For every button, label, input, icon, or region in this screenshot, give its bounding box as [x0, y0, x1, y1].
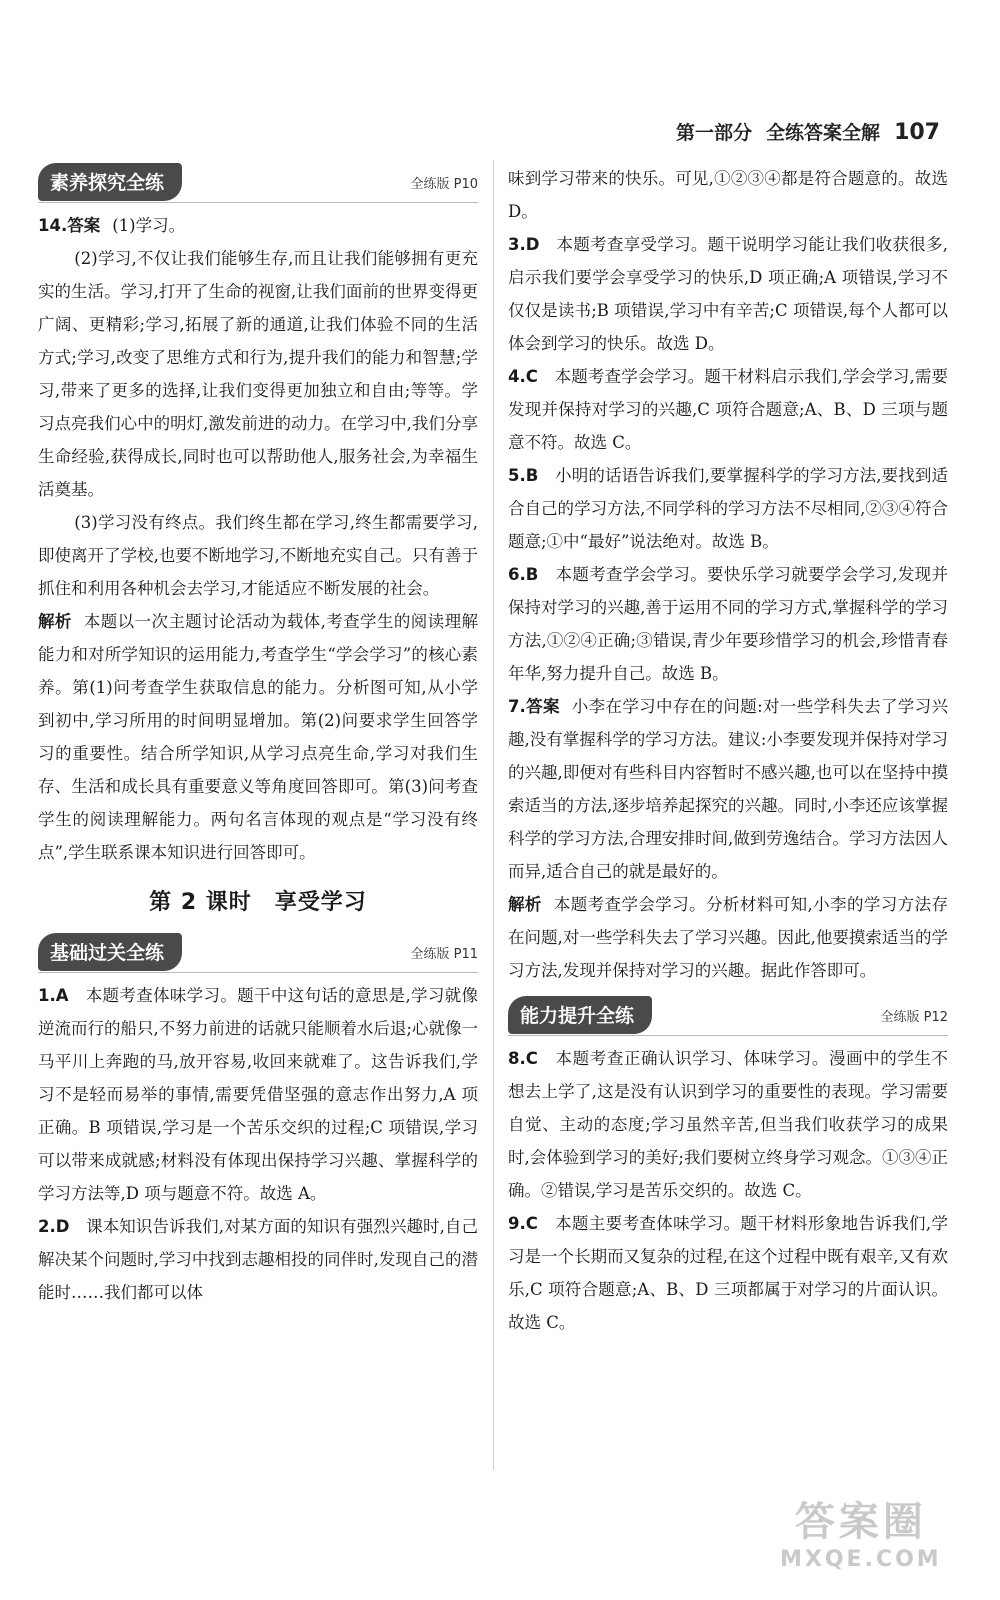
section-page-ref: 全练版 P10 — [410, 176, 478, 192]
section-tab-label: 素养探究全练 — [38, 163, 182, 201]
question-number: 8.C — [508, 1049, 538, 1068]
analysis-14 — [38, 605, 478, 869]
answer-text: 本题考查体味学习。题干中这句话的意思是,学习就像逆流而行的船只,不努力前进的话就只能顺着水后退;心就像一马平川上奔跑的马,放开容易,收回来就难了。这告诉我们,学习不是轻而易举的事情,需要凭借坚强的意志作出努力,A 项正确。B 项错误,学习是一个苦乐交织的过程;C 项错误,学习可以带来成就感;材料没有体现出保持学习兴趣、掌握科学的学习方法等,D 项与题意不符。故选 A。 — [38, 986, 479, 1203]
answer-4 — [508, 360, 948, 459]
section-page-ref: 全练版 P12 — [880, 1009, 948, 1025]
question-number: 4.C — [508, 367, 538, 386]
answer-text: (1)学习。 — [112, 216, 186, 235]
answer-3 — [508, 228, 948, 360]
answer-text: 小李在学习中存在的问题:对一些学科失去了学习兴趣,没有掌握科学的学习方法。建议:小李要发现并保持对学习的兴趣,即便对有些科目内容暂时不感兴趣,也可以在坚持中摸索适当的方法,逐步培养起探究的兴趣。同时,小李还应该掌握科学的学习方法,合理安排时间,做到劳逸结合。学习方法因人而异,适合自己的就是最好的。 — [508, 697, 949, 881]
answer-text: 本题考查正确认识学习、体味学习。漫画中的学生不想去上学了,这是没有认识到学习的重要性的表现。学习需要自觉、主动的态度;学习虽然辛苦,但当我们收获学习的成果时,会体验到学习的美好;我们要树立终身学习观念。①③④正确。②错误,学习是苦乐交织的。故选 C。 — [508, 1049, 949, 1200]
question-number: 6.B — [508, 565, 539, 584]
column-divider — [493, 160, 494, 1470]
analysis-label: 解析 — [508, 895, 542, 914]
page-number: 107 — [894, 120, 940, 145]
watermark-logo-text: 答案圈 — [794, 1499, 927, 1545]
answer-text: 课本知识告诉我们,对某方面的知识有强烈兴趣时,自己解决某个问题时,学习中找到志趣相投的同伴时,发现自己的潜能时……我们都可以体 — [38, 1217, 479, 1302]
answer-label: 答案 — [525, 697, 560, 716]
site-watermark — [780, 1490, 942, 1572]
answer-14-part2: (2)学习,不仅让我们能够生存,而且让我们能够拥有更充实的生活。学习,打开了生命的视窗,让我们面前的世界变得更广阔、更精彩;学习,拓展了新的通道,让我们体验不同的生活方式;学习,改变了思维方式和行为,提升我们的能力和智慧;学习,带来了更多的选择,让我们变得更加独立和自由;等等。学习点亮我们心中的明灯,激发前进的动力。在学习中,我们分享生命经验,获得成长,同时也可以帮助他人,服务社会,为幸福生活奠基。 — [38, 249, 478, 499]
answer-text: 小明的话语告诉我们,要掌握科学的学习方法,要找到适合自己的学习方法,不同学科的学习方法不尽相同,②③④符合题意;①中“最好”说法绝对。故选 B。 — [508, 466, 948, 551]
analysis-7 — [508, 888, 948, 987]
answer-14-part1 — [38, 209, 478, 242]
question-number: 1.A — [38, 986, 69, 1005]
header-title: 全练答案全解 — [766, 122, 881, 144]
question-number: 14. — [38, 216, 68, 235]
answer-7 — [508, 690, 948, 888]
answer-8 — [508, 1042, 948, 1207]
question-number: 3.D — [508, 235, 540, 254]
analysis-text: 本题考查学会学习。分析材料可知,小李的学习方法存在问题,对一些学科失去了学习兴趣。因此,他要摸索适当的学习方法,发现并保持对学习的兴趣。据此作答即可。 — [508, 895, 949, 980]
answer-1 — [38, 979, 478, 1210]
section-tab-label: 基础过关全练 — [38, 933, 182, 971]
question-number: 5.B — [508, 466, 539, 485]
question-number: 9.C — [508, 1214, 538, 1233]
answer-text: 本题考查享受学习。题干说明学习能让我们收获很多,启示我们要学会享受学习的快乐,D 项正确;A 项错误,学习不仅仅是读书;B 项错误,学习中有辛苦;C 项错误,每个人都可以体会到学习的快乐。故选 D。 — [508, 235, 949, 353]
left-column — [38, 162, 478, 1309]
section-header-basic — [38, 932, 478, 973]
section-header-ability — [508, 995, 948, 1036]
section-header-literacy — [38, 162, 478, 203]
answer-text: 本题考查学会学习。要快乐学习就要学会学习,发现并保持对学习的兴趣,善于运用不同的学习方式,掌握科学的学习方法,①②④正确;③错误,青少年要珍惜学习的机会,珍惜青春年华,努力提升自己。故选 B。 — [508, 565, 949, 683]
lesson-title: 第 2 课时 享受学习 — [149, 890, 367, 915]
page-header — [676, 118, 940, 145]
analysis-text: 本题以一次主题讨论活动为载体,考查学生的阅读理解能力和对所学知识的运用能力,考查学生“学会学习”的核心素养。第(1)问考查学生获取信息的能力。分析图可知,从小学到初中,学习所用的时间明显增加。第(2)问要求学生回答学习的重要性。结合所学知识,从学习点亮生命,学习对我们生存、生活和成长具有重要意义等角度回答即可。第(3)问考查学生的阅读理解能力。两句名言体现的观点是“学习没有终点”,学生联系课本知识进行回答即可。 — [38, 612, 479, 862]
watermark-domain: MXQE.COM — [780, 1547, 942, 1572]
answer-6 — [508, 558, 948, 690]
analysis-label: 解析 — [38, 612, 72, 631]
header-part: 第一部分 — [676, 122, 753, 144]
answer-2 — [38, 1210, 478, 1309]
answer-14-part3: (3)学习没有终点。我们终生都在学习,终生都需要学习,即使离开了学校,也要不断地学习,不断地充实自己。只有善于抓住和利用各种机会去学习,才能适应不断发展的社会。 — [38, 513, 478, 598]
section-tab-label: 能力提升全练 — [508, 996, 652, 1034]
right-column — [508, 162, 948, 1339]
answer-2-continued: 味到学习带来的快乐。可见,①②③④都是符合题意的。故选 D。 — [508, 169, 948, 221]
question-number: 7. — [508, 697, 526, 716]
answer-text: 本题考查学会学习。题干材料启示我们,学会学习,需要发现并保持对学习的兴趣,C 项符合题意;A、B、D 三项与题意不符。故选 C。 — [508, 367, 948, 452]
section-page-ref: 全练版 P11 — [410, 946, 478, 962]
answer-9 — [508, 1207, 948, 1339]
question-number: 2.D — [38, 1217, 70, 1236]
answer-5 — [508, 459, 948, 558]
answer-label: 答案 — [67, 216, 101, 235]
answer-text: 本题主要考查体味学习。题干材料形象地告诉我们,学习是一个长期而又复杂的过程,在这个过程中既有艰辛,又有欢乐,C 项符合题意;A、B、D 三项都属于对学习的片面认识。故选 C。 — [508, 1214, 949, 1332]
